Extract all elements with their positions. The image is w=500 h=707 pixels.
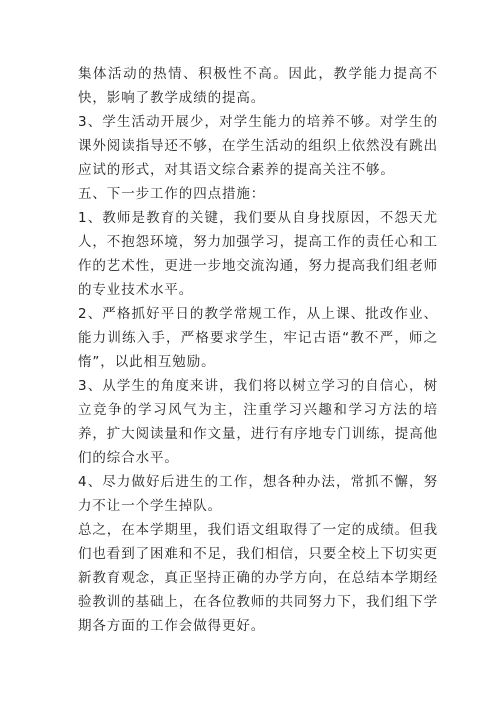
- paragraph-conclusion: 总之，在本学期里，我们语文组取得了一定的成绩。但我们也看到了困难和不足，我们相信，只要全校上下切实更新教育观念，真正坚持正确的办学方向，在总结本学期经验教训的基础上，在各位教师的共同努力下，我们组下学期各方面的工作会做得更好。: [78, 522, 438, 634]
- paragraph-measure-3: 3、从学生的角度来讲，我们将以树立学习的自信心，树立竞争的学习风气为主，注重学习兴趣和学习方法的培养，扩大阅读量和作文量，进行有序地专门训练，提高他们的综合水平。: [78, 378, 438, 466]
- paragraph-problem-3: 3、学生活动开展少，对学生能力的培养不够。对学生的课外阅读指导还不够，在学生活动的组织上依然没有跳出应试的形式，对其语文综合素养的提高关注不够。: [78, 114, 438, 178]
- paragraph-measure-2: 2、严格抓好平日的教学常规工作，从上课、批改作业、能力训练入手，严格要求学生，牢记古语“教不严，师之惰”，以此相互勉励。: [78, 306, 438, 370]
- section-heading-next-steps: 五、下一步工作的四点措施：: [78, 186, 266, 202]
- paragraph-intro-continuation: 集体活动的热情、积极性不高。因此，教学能力提高不快，影响了教学成绩的提高。: [78, 66, 438, 106]
- paragraph-measure-1: 1、教师是教育的关键，我们要从自身找原因，不怨天尤人，不抱怨环境，努力加强学习，提高工作的责任心和工作的艺术性，更进一步地交流沟通，努力提高我们组老师的专业技术水平。: [78, 210, 438, 298]
- document-body: [78, 62, 438, 638]
- paragraph-measure-4: 4、尽力做好后进生的工作，想各种办法，常抓不懈，努力不让一个学生掉队。: [78, 474, 438, 514]
